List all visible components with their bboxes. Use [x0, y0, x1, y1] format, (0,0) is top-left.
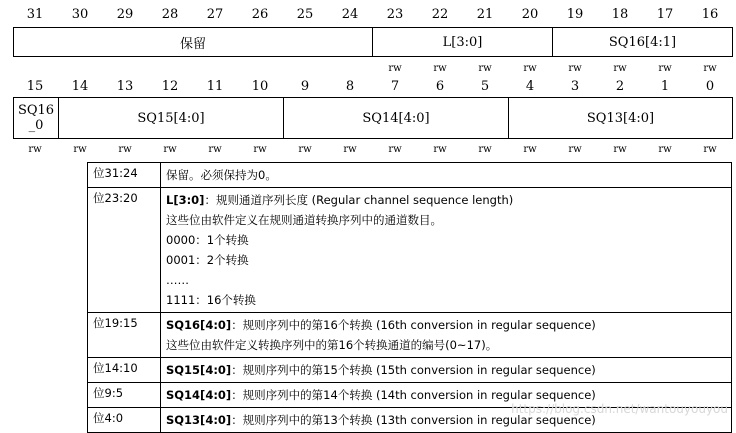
bit-number: 4: [525, 79, 535, 94]
register-lower-row: [13, 97, 733, 139]
description-line: 保留。必须保持为0。: [166, 168, 277, 182]
watermark: https://blog.csdn.net/wantouyouyou: [511, 402, 728, 416]
field-title: ：规则序列中的第14个转换 (14th conversion in regular sequence): [231, 388, 596, 402]
field-sq13: SQ13[4:0]: [586, 110, 655, 126]
bits-cell: 位23:20: [88, 188, 161, 313]
bits-cell: 位4:0: [88, 408, 161, 433]
field-sq16-bit0-line1: SQ16: [17, 103, 55, 118]
bit-number: 29: [116, 7, 134, 22]
bit-number: 19: [566, 7, 584, 22]
bit-number: 27: [206, 7, 224, 22]
table-row: [88, 188, 732, 313]
access-label: rw: [568, 63, 582, 74]
bit-number: 21: [476, 7, 494, 22]
access-label: rw: [298, 144, 312, 155]
field-sq16-high: SQ16[4:1]: [608, 34, 677, 50]
field-sq16-bit0: [14, 98, 59, 138]
field-sq14: SQ14[4:0]: [284, 98, 509, 138]
description-line: 这些位由软件定义在规则通道转换序列中的通道数目。: [166, 213, 442, 227]
bit-number: 25: [296, 7, 314, 22]
access-label: rw: [523, 144, 537, 155]
bit-number: 24: [341, 7, 359, 22]
access-label: rw: [253, 144, 267, 155]
bit-number: 18: [611, 7, 629, 22]
bit-number: 15: [26, 79, 44, 94]
description-title: [166, 360, 726, 380]
bit-number: 22: [431, 7, 449, 22]
table-row: [88, 163, 732, 188]
field-sq15: SQ15[4:0]: [59, 98, 284, 138]
field-title: ：规则通道序列长度 (Regular channel sequence length): [204, 193, 514, 207]
bit-number: 13: [116, 79, 134, 94]
description-line: 0000：1个转换: [166, 233, 249, 247]
field-title: ：规则序列中的第13个转换 (13th conversion in regular sequence): [231, 413, 596, 427]
bit-number: 7: [390, 79, 400, 94]
access-label: rw: [703, 144, 717, 155]
register-upper-row: [13, 27, 733, 57]
access-label: rw: [703, 63, 717, 74]
bit-number: 12: [161, 79, 179, 94]
description-line: 0001：2个转换: [166, 253, 249, 267]
bit-number: 2: [615, 79, 625, 94]
access-label: rw: [28, 144, 42, 155]
bit-number: 10: [251, 79, 269, 94]
bit-number: 11: [206, 79, 224, 94]
access-label: rw: [613, 63, 627, 74]
bit-number: 28: [161, 7, 179, 22]
bit-number: 17: [656, 7, 674, 22]
bit-number: 8: [345, 79, 355, 94]
access-label: rw: [73, 144, 87, 155]
bit-number: 26: [251, 7, 269, 22]
bit-number: 14: [71, 79, 89, 94]
access-label: rw: [523, 63, 537, 74]
bits-cell: 位31:24: [88, 163, 161, 188]
bit-number: 1: [660, 79, 670, 94]
bit-description-table: [87, 162, 732, 433]
description-title: [166, 190, 726, 210]
access-label: rw: [388, 144, 402, 155]
description-title: [166, 315, 726, 335]
access-label: rw: [478, 144, 492, 155]
field-name: SQ14[4:0]: [166, 388, 232, 402]
bits-cell: 位9:5: [88, 383, 161, 408]
access-label: rw: [568, 144, 582, 155]
description-cell: [161, 358, 732, 383]
field-sq16-bit0-line2: _0: [28, 118, 44, 133]
table-row: [88, 358, 732, 383]
description-line: 1111：16个转换: [166, 293, 256, 307]
field-title: ：规则序列中的第16个转换 (16th conversion in regular sequence): [231, 318, 596, 332]
bits-cell: 位14:10: [88, 358, 161, 383]
access-label: rw: [658, 63, 672, 74]
bit-number: 16: [701, 7, 719, 22]
bit-number: 0: [705, 79, 715, 94]
bit-number: 6: [435, 79, 445, 94]
access-label: rw: [343, 144, 357, 155]
access-label: rw: [163, 144, 177, 155]
bit-number: 23: [386, 7, 404, 22]
description-line: 这些位由软件定义转换序列中的第16个转换通道的编号(0~17)。: [166, 338, 498, 352]
field-reserved: 保留: [14, 28, 373, 56]
bits-cell: 位19:15: [88, 313, 161, 358]
field-name: L[3:0]: [166, 193, 205, 207]
bit-number: 31: [26, 7, 44, 22]
access-label: rw: [478, 63, 492, 74]
access-label: rw: [658, 144, 672, 155]
field-name: SQ15[4:0]: [166, 363, 232, 377]
description-line: ……: [166, 273, 189, 287]
description-cell: [161, 313, 732, 358]
bit-number: 5: [480, 79, 490, 94]
bit-number: 30: [71, 7, 89, 22]
description-cell: [161, 188, 732, 313]
bit-number: 9: [300, 79, 310, 94]
table-row: [88, 313, 732, 358]
field-l: L[3:0]: [373, 28, 553, 56]
access-label: rw: [388, 63, 402, 74]
bit-number: 3: [570, 79, 580, 94]
access-label: rw: [433, 63, 447, 74]
field-title: ：规则序列中的第15个转换 (15th conversion in regular sequence): [231, 363, 596, 377]
field-name: SQ16[4:0]: [166, 318, 232, 332]
field-name: SQ13[4:0]: [166, 413, 232, 427]
access-label: rw: [613, 144, 627, 155]
access-label: rw: [433, 144, 447, 155]
access-label: rw: [208, 144, 222, 155]
description-cell: [161, 163, 732, 188]
bit-number: 20: [521, 7, 539, 22]
access-label: rw: [118, 144, 132, 155]
